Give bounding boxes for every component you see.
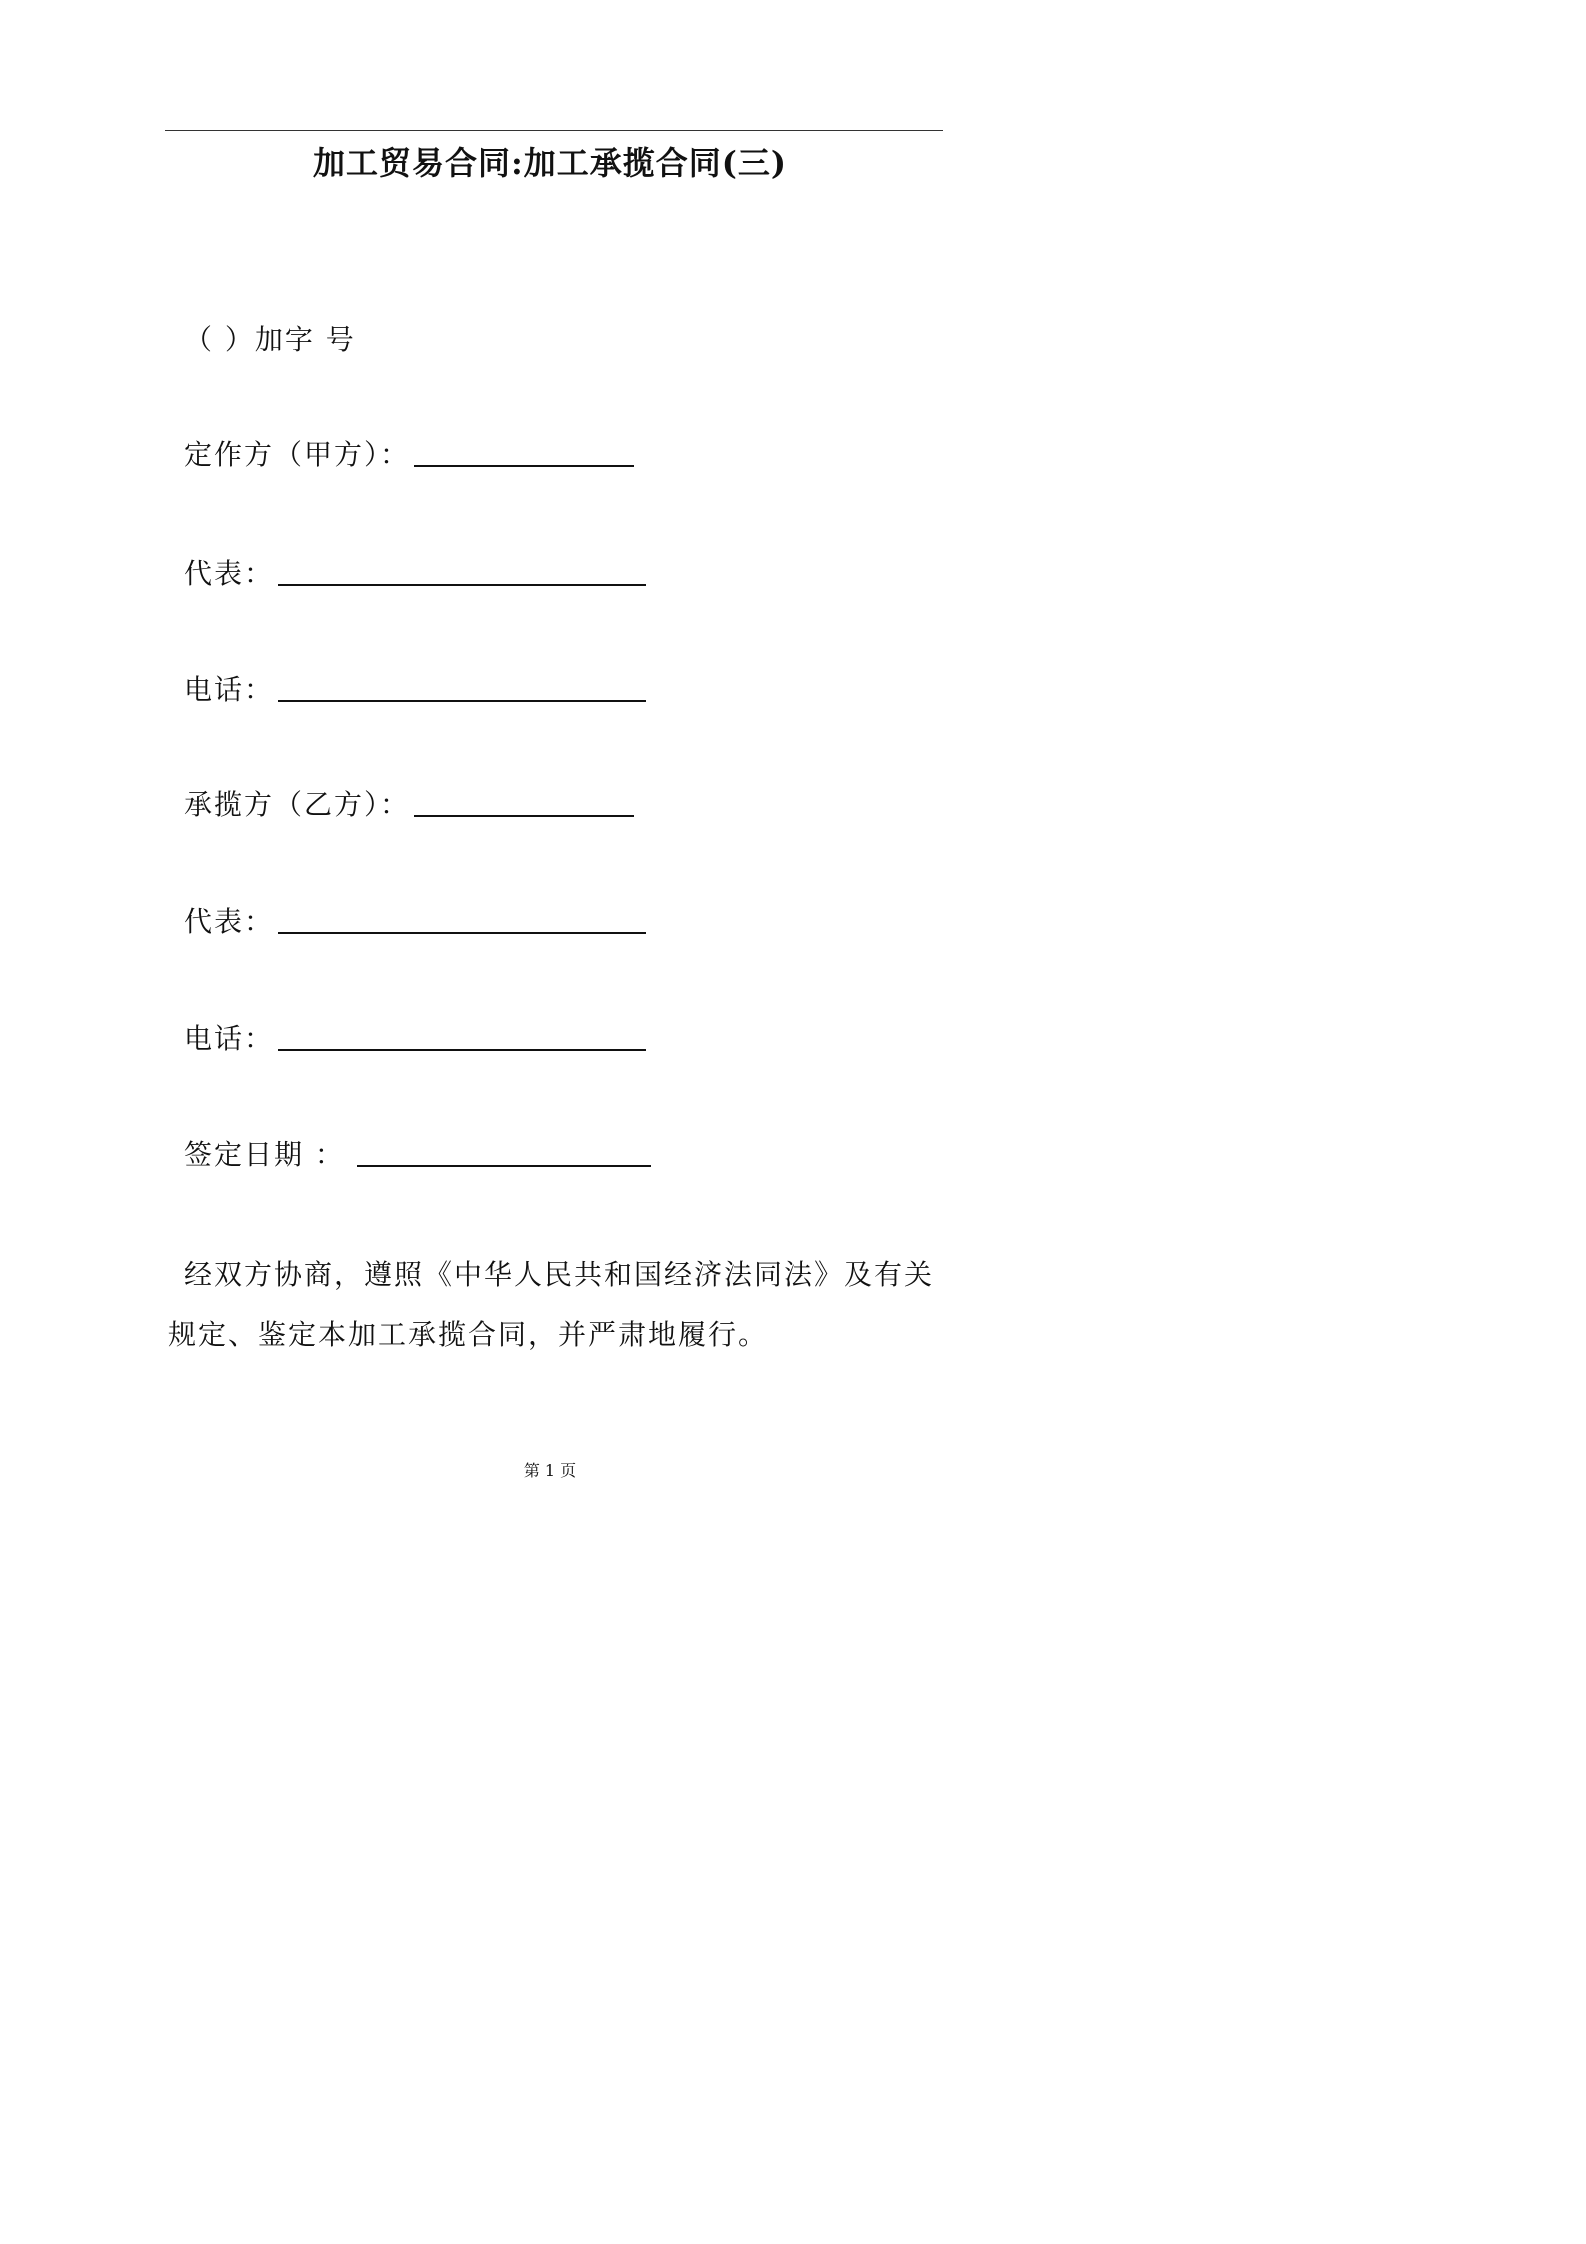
field-label: 代表：	[184, 905, 275, 938]
header-rule	[165, 130, 943, 131]
field-party-b-rep	[184, 900, 646, 940]
field-label: 电话：	[184, 1022, 275, 1055]
field-sign-date	[184, 1133, 651, 1173]
blank-line	[414, 465, 634, 467]
field-party-a	[184, 433, 634, 473]
field-party-b	[184, 783, 634, 823]
blank-line	[278, 932, 646, 934]
document-title: 加工贸易合同:加工承揽合同(三)	[312, 144, 788, 182]
blank-line	[357, 1165, 651, 1167]
field-party-b-phone	[184, 1017, 646, 1057]
field-label: 电话：	[184, 673, 275, 706]
body-paragraph	[168, 1245, 958, 1365]
blank-line	[414, 815, 634, 817]
field-label: 承揽方（乙方）：	[184, 788, 411, 821]
blank-line	[278, 700, 646, 702]
page-number: 第 1 页	[523, 1461, 577, 1480]
paragraph-line: 经双方协商，遵照《中华人民共和国经济法同法》及有关	[184, 1258, 935, 1291]
field-party-a-rep	[184, 552, 646, 592]
blank-line	[278, 1049, 646, 1051]
field-label: 代表：	[184, 557, 275, 590]
contract-number: （ ）加字 号	[184, 323, 356, 356]
blank-line	[278, 584, 646, 586]
paragraph-line: 规定、鉴定本加工承揽合同，并严肃地履行。	[168, 1318, 769, 1351]
field-party-a-phone	[184, 668, 646, 708]
field-label: 签定日期 ：	[184, 1138, 345, 1171]
field-label: 定作方（甲方）：	[184, 438, 411, 471]
